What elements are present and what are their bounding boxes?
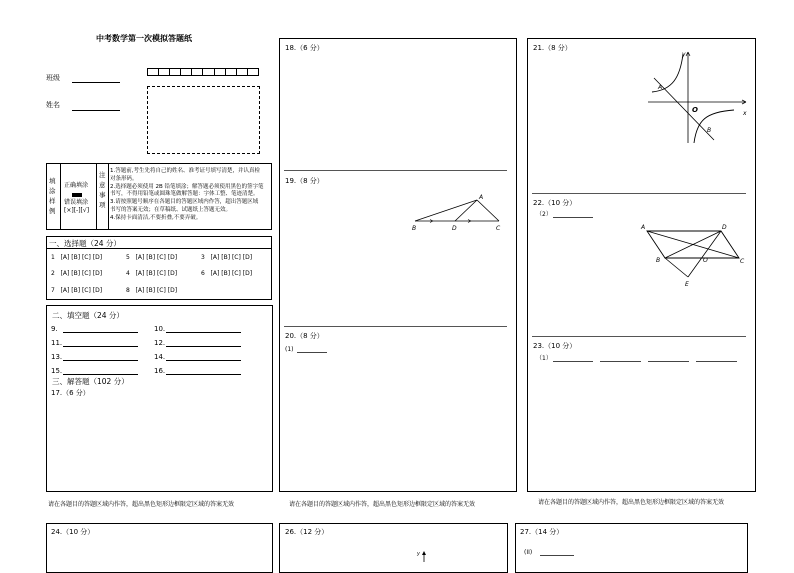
choice-q6[interactable]: 6 [A] [B] [C] [D] <box>201 270 253 277</box>
blank-11[interactable] <box>63 346 138 347</box>
name-field[interactable] <box>72 110 120 111</box>
q19-point-c: C <box>496 225 501 232</box>
blank-12[interactable] <box>166 346 241 347</box>
blank-14[interactable] <box>166 360 241 361</box>
q22-answer-line[interactable] <box>553 217 593 218</box>
q19-point-a: A <box>479 194 484 201</box>
q19-point-d: D <box>452 225 457 232</box>
barcode-area <box>147 86 260 154</box>
blank-12-label: 12. <box>154 339 166 347</box>
q23-label: 23.（10 分） <box>533 342 577 350</box>
choice-q5[interactable]: 5 [A] [B] [C] [D] <box>126 254 178 261</box>
blank-14-label: 14. <box>154 353 166 361</box>
q26-figure <box>414 548 434 562</box>
q18-label: 18.（6 分） <box>285 44 324 52</box>
q24-label: 24.（10 分） <box>51 528 95 536</box>
choice-q1[interactable]: 1 [A] [B] [C] [D] <box>51 254 103 261</box>
q21-point-b: B <box>707 127 712 134</box>
choice-q3[interactable]: 3 [A] [B] [C] [D] <box>201 254 253 261</box>
section-fill-title: 二、填空题（24 分） <box>52 311 124 320</box>
class-field[interactable] <box>72 82 120 83</box>
blank-10[interactable] <box>166 332 241 333</box>
q19-label: 19.（8 分） <box>285 177 324 185</box>
blank-9[interactable] <box>63 332 138 333</box>
choice-q8[interactable]: 8 [A] [B] [C] [D] <box>126 287 178 294</box>
blank-10-label: 10. <box>154 325 166 333</box>
q23-answer-line-3[interactable] <box>648 361 689 362</box>
q22-sub-label: （2） <box>536 211 552 218</box>
q26-y-label: y <box>417 551 420 557</box>
q22-point-b: B <box>656 257 661 264</box>
wrong-fill-label: 错误填涂 <box>64 199 89 206</box>
answer-area-middle <box>279 38 517 492</box>
q21-figure <box>644 48 752 146</box>
q27-label: 27.（14 分） <box>520 528 564 536</box>
wrong-fill-marks: [×][-][√] <box>64 207 90 214</box>
q22-figure <box>635 220 750 290</box>
blank-15-label: 15. <box>51 367 63 375</box>
blank-16-label: 16. <box>154 367 166 375</box>
q20-sub-label: (1) <box>285 346 294 353</box>
name-label: 姓名 <box>46 101 60 109</box>
q23-answer-line-2[interactable] <box>600 361 641 362</box>
choice-q4[interactable]: 4 [A] [B] [C] [D] <box>126 270 178 277</box>
q22-point-e: E <box>685 281 689 288</box>
q19-point-b: B <box>412 225 417 232</box>
q21-point-a: A <box>658 84 663 91</box>
choice-q2[interactable]: 2 [A] [B] [C] [D] <box>51 270 103 277</box>
blank-9-label: 9. <box>51 325 58 333</box>
q22-point-o: O <box>703 257 708 264</box>
q17-label: 17.（6 分） <box>51 389 90 397</box>
page-title: 中考数学第一次模拟答题纸 <box>96 34 192 43</box>
q22-point-d: D <box>722 224 727 231</box>
blank-11-label: 11. <box>51 339 63 347</box>
q21-origin-label: O <box>692 106 698 114</box>
q21-y-label: y <box>682 51 686 58</box>
class-label: 班级 <box>46 74 60 82</box>
q26-label: 26.（12 分） <box>285 528 329 536</box>
notice-list: 1.答题前,考生先将自己的姓名、准考证号填写清楚，并认真检 对条形码。 2.选择题必须使用 2B 铅笔填涂；解答题必须使用黑色的签字笔 书写，不得用铅笔或圆珠笔做解答题：字体工整、笔迹清楚。 3.请按照题号顺序在各题目的答题区域内作答，超出答题区域 书写的答案无效；在草稿纸、试题纸上答题无效。 4.保持卡面清洁,不要折叠,不要弄破。 <box>110 168 264 221</box>
q19-figure <box>405 190 515 232</box>
notice-label: 注意事项 <box>99 171 106 209</box>
q23-sub-label: （1） <box>536 355 552 362</box>
q23-answer-line-1[interactable] <box>553 361 593 362</box>
blank-16[interactable] <box>166 374 241 375</box>
q23-answer-line-4[interactable] <box>696 361 737 362</box>
q27-sub-label: (II) <box>524 549 533 556</box>
q22-point-a: A <box>641 224 646 231</box>
blank-13-label: 13. <box>51 353 63 361</box>
q22-label: 22.（10 分） <box>533 199 577 207</box>
choice-q7[interactable]: 7 [A] [B] [C] [D] <box>51 287 103 294</box>
q20-label: 20.（8 分） <box>285 332 324 340</box>
section-answer-title: 三、解答题（102 分） <box>52 377 129 386</box>
q21-label: 21.（8 分） <box>533 44 572 52</box>
section-choice-title: 一、选择题（24 分） <box>49 239 121 248</box>
correct-fill-mark <box>72 193 82 197</box>
q27-answer-line[interactable] <box>540 555 574 556</box>
footer-note-2: 请在各题目的答题区域内作答，超出黑色矩形边框限定区域的答案无效 <box>289 501 476 508</box>
blank-13[interactable] <box>63 360 138 361</box>
footer-note-3: 请在各题目的答题区域内作答，超出黑色矩形边框限定区域的答案无效 <box>538 499 725 506</box>
correct-fill-label: 正确填涂 <box>64 182 89 189</box>
blank-15[interactable] <box>63 374 138 375</box>
footer-note-1: 请在各题目的答题区域内作答，超出黑色矩形边框限定区域的答案无效 <box>48 501 235 508</box>
q22-point-c: C <box>740 258 745 265</box>
q21-x-label: x <box>743 110 747 117</box>
exam-id-grid[interactable] <box>147 68 259 76</box>
fill-sample-label: 填涂样例 <box>49 177 56 215</box>
q20-answer-line[interactable] <box>297 352 327 353</box>
